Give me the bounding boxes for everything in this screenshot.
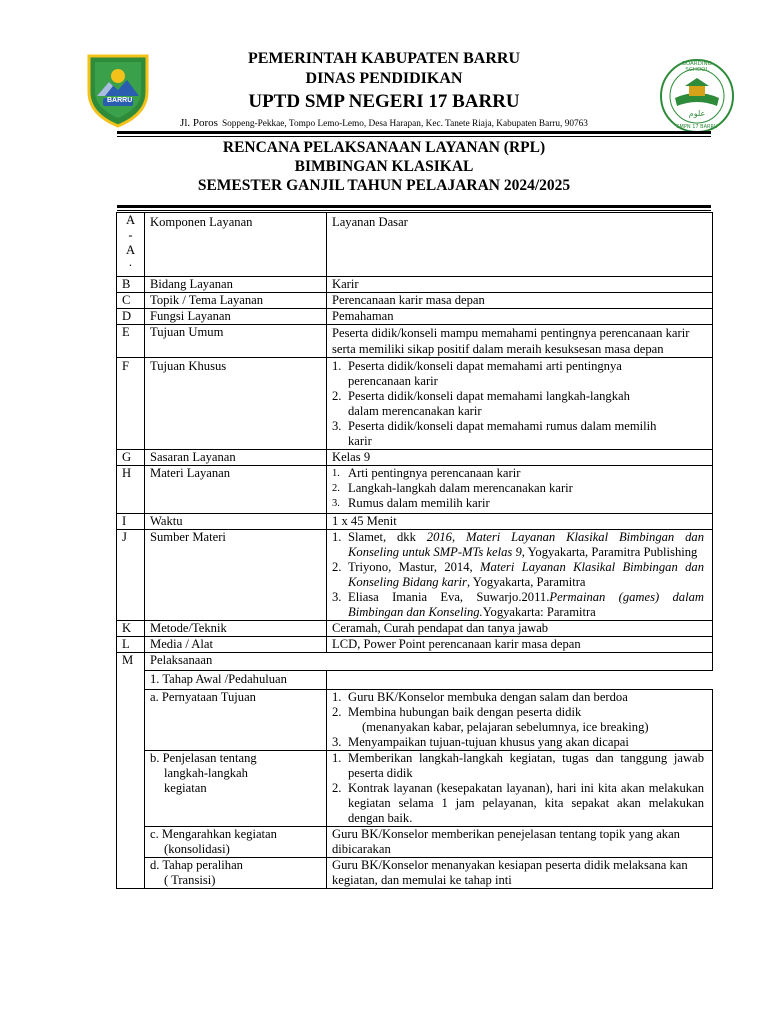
header-line-2: DINAS PENDIDIKAN	[305, 70, 463, 87]
header-line-1: PEMERINTAH KABUPATEN BARRU	[247, 50, 520, 67]
row-value: Pemahaman	[327, 309, 713, 325]
table-row	[117, 530, 713, 621]
row-letter-dot: .	[128, 255, 133, 269]
row-letter: B	[117, 277, 145, 293]
list-item	[332, 690, 707, 705]
table-row	[117, 637, 713, 653]
list-number: 2.	[332, 560, 342, 574]
step-label-line: langkah-langkah	[164, 766, 248, 780]
row-letter: M	[117, 653, 145, 889]
row-label: Komponen Layanan	[145, 213, 327, 277]
row-letter: G	[117, 450, 145, 466]
table-row	[117, 325, 713, 358]
row-value-list	[327, 358, 713, 450]
table-row	[117, 358, 713, 450]
list-item	[332, 735, 707, 750]
list-item	[332, 781, 704, 826]
address-prefix: Jl. Poros	[180, 117, 218, 129]
row-letter: I	[117, 514, 145, 530]
row-value: 1 x 45 Menit	[327, 514, 713, 530]
list-number: 1.	[332, 359, 342, 373]
title-rule-thick	[117, 205, 711, 208]
row-letter: A	[125, 213, 136, 227]
header-rule-thin	[117, 136, 711, 137]
title-rule-thin	[117, 210, 711, 211]
list-text-line: Peserta didik/konseli dapat memahami arti pentingnya	[348, 359, 622, 373]
list-text	[348, 419, 707, 449]
row-value: Kelas 9	[327, 450, 713, 466]
list-number: 1.	[332, 751, 342, 765]
barru-crest-text: BARRU	[107, 97, 133, 104]
step-label	[145, 751, 327, 827]
row-value: Layanan Dasar	[327, 213, 713, 277]
header-line-3: UPTD SMP NEGERI 17 BARRU	[248, 91, 520, 112]
list-number: 1.	[332, 690, 342, 704]
row-label: Sasaran Layanan	[145, 450, 327, 466]
step-value: Guru BK/Konselor menanyakan kesiapan peserta didik melaksana kan kegiatan, dan memulai ke tahap inti	[327, 858, 713, 889]
table-row	[117, 309, 713, 325]
list-number: 1.	[332, 468, 340, 479]
step-label-line: (konsolidasi)	[164, 842, 230, 856]
list-number: 1.	[332, 530, 342, 544]
row-letter: H	[117, 466, 145, 514]
list-text: Langkah-langkah dalam merencanakan karir	[348, 481, 573, 495]
reference-author: Triyono, Mastur, 2014,	[348, 560, 481, 574]
row-label: Metode/Teknik	[145, 621, 327, 637]
address-rest: Soppeng-Pekkae, Tompo Lemo-Lemo, Desa Harapan, Kec. Tanete Riaja, Kabupaten Barru, 90763	[221, 119, 588, 129]
list-item	[332, 359, 707, 389]
list-number: 2.	[332, 483, 340, 494]
doc-title-line-1: RENCANA PELAKSANAAN LAYANAN (RPL)	[222, 139, 546, 156]
row-label: Waktu	[145, 514, 327, 530]
step-label-line: kegiatan	[164, 781, 207, 795]
list-item	[332, 419, 707, 449]
list-item	[332, 590, 704, 620]
row-letter-a	[117, 213, 145, 277]
list-item	[332, 530, 704, 560]
doc-title-line-3: SEMESTER GANJIL TAHUN PELAJARAN 2024/2025	[197, 177, 571, 194]
table-row	[117, 514, 713, 530]
reference-title: Materi Layanan Klasikal Bimbingan dan Konseling Bidang karir	[348, 560, 705, 589]
step-list	[327, 690, 713, 751]
list-text	[348, 560, 704, 590]
row-label: Bidang Layanan	[145, 277, 327, 293]
row-value: Ceramah, Curah pendapat dan tanya jawab	[327, 621, 713, 637]
list-text-line: Peserta didik/konseli dapat memahami langkah-langkah	[348, 389, 630, 403]
step-label	[145, 827, 327, 858]
list-item	[332, 705, 707, 735]
list-text: Arti pentingnya perencanaan karir	[348, 466, 521, 480]
list-number: 2.	[332, 781, 342, 795]
list-number: 3.	[332, 498, 340, 509]
list-number: 3.	[332, 735, 342, 749]
reference-title: Permainan (games) dalam Bimbingan dan Konseling.	[348, 590, 704, 619]
list-text	[348, 530, 704, 560]
step-list	[327, 751, 713, 827]
row-value-list	[327, 466, 713, 514]
list-text: Rumus dalam memilih karir	[348, 496, 490, 510]
header-rule-thick	[117, 131, 711, 134]
list-text-line: karir	[348, 434, 372, 448]
reference-publisher: , Yogyakarta, Paramitra	[466, 575, 586, 589]
table-row	[117, 293, 713, 309]
table-row	[117, 751, 713, 827]
table-row	[117, 277, 713, 293]
table-row	[117, 827, 713, 858]
list-text: Kontrak layanan (kesepakatan layanan), hari ini kita akan melakukan kegiatan selama 1 jam pelayanan, kita sepakat akan melakukan dengan baik.	[348, 781, 704, 825]
list-text-line: dalam merencanakan karir	[348, 404, 482, 418]
list-number: 3.	[332, 419, 342, 433]
list-text: Memberikan langkah-langkah kegiatan, tugas dan tanggung jawab peserta didik	[348, 751, 704, 780]
list-text-line: Peserta didik/konseli dapat memahami rumus dalam memilih	[348, 419, 657, 433]
doc-title-line-2: BIMBINGAN KLASIKAL	[294, 158, 474, 175]
list-text-line: perencanaan karir	[348, 374, 438, 388]
list-item	[332, 389, 707, 419]
row-label: Sumber Materi	[145, 530, 327, 621]
row-letter: F	[117, 358, 145, 450]
row-letter: D	[117, 309, 145, 325]
reference-publisher: , Yogyakarta, Paramitra Publishing	[521, 545, 698, 559]
row-label: Tujuan Khusus	[145, 358, 327, 450]
row-label: Tujuan Umum	[145, 325, 327, 358]
row-value: Karir	[327, 277, 713, 293]
seal-text-top: BOARDING SCHOOL	[682, 61, 712, 73]
list-text-line: (menanyakan kabar, pelajaran sebelumnya, ice breaking)	[362, 720, 649, 734]
list-item	[332, 560, 704, 590]
list-number: 2.	[332, 389, 342, 403]
stage-empty-cell	[327, 671, 713, 690]
list-text	[348, 359, 707, 389]
row-value-list	[327, 530, 713, 621]
list-text	[348, 389, 707, 419]
row-letter: K	[117, 621, 145, 637]
step-label-line: d. Tahap peralihan	[150, 858, 243, 872]
row-letter: E	[117, 325, 145, 358]
reference-author: Slamet, dkk	[348, 530, 427, 544]
row-label: Pelaksanaan	[145, 653, 713, 671]
row-letter: A	[125, 243, 136, 257]
svg-text:ﻋﻠﻮﻡ: ﻋﻠﻮﻡ	[688, 109, 706, 118]
table-row	[117, 653, 713, 671]
list-text	[348, 590, 704, 620]
row-label: Topik / Tema Layanan	[145, 293, 327, 309]
table-row	[117, 213, 713, 277]
row-label: Media / Alat	[145, 637, 327, 653]
row-letter: L	[117, 637, 145, 653]
row-label: Materi Layanan	[145, 466, 327, 514]
list-item	[332, 481, 707, 496]
list-item	[332, 751, 704, 781]
reference-author: Eliasa Imania Eva, Suwarjo.2011.	[348, 590, 550, 604]
list-text	[348, 705, 707, 735]
table-row	[117, 690, 713, 751]
list-number: 3.	[332, 590, 342, 604]
list-text: Menyampaikan tujuan-tujuan khusus yang akan dicapai	[348, 735, 629, 749]
table-row	[117, 450, 713, 466]
reference-publisher: Yogyakarta: Paramitra	[482, 605, 596, 619]
table-row	[117, 466, 713, 514]
list-item	[332, 466, 707, 481]
table-row	[117, 671, 713, 690]
reference-title: 2016, Materi Layanan Klasikal Bimbingan dan Konseling untuk SMP-MTs kelas 9	[348, 530, 704, 559]
step-label: a. Pernyataan Tujuan	[145, 690, 327, 751]
row-value: LCD, Power Point perencanaan karir masa depan	[327, 637, 713, 653]
list-number: 2.	[332, 705, 342, 719]
step-label-line: b. Penjelasan tentang	[150, 751, 257, 765]
row-letter-dash: -	[128, 228, 133, 242]
row-letter: C	[117, 293, 145, 309]
step-label-line: c. Mengarahkan kegiatan	[150, 827, 277, 841]
table-row	[117, 858, 713, 889]
seal-text-bottom: SMPN 17 BARRU	[676, 124, 718, 130]
row-value: Perencanaan karir masa depan	[327, 293, 713, 309]
list-item	[332, 496, 707, 511]
step-label-line: ( Transisi)	[164, 873, 216, 887]
header-address	[0, 113, 768, 131]
step-label	[145, 858, 327, 889]
table-row	[117, 621, 713, 637]
step-value: Guru BK/Konselor memberikan penejelasan tentang topik yang akan dibicarakan	[327, 827, 713, 858]
rpl-table	[116, 212, 713, 889]
row-label: Fungsi Layanan	[145, 309, 327, 325]
list-text-line: Membina hubungan baik dengan peserta didik	[348, 705, 582, 719]
list-text: Guru BK/Konselor membuka dengan salam dan berdoa	[348, 690, 628, 704]
row-letter: J	[117, 530, 145, 621]
stage-title: 1. Tahap Awal /Pedahuluan	[145, 671, 327, 690]
row-value: Peserta didik/konseli mampu memahami pentingnya perencanaan karir serta memiliki sikap positif dalam meraih kesuksesan masa depan	[327, 325, 713, 358]
